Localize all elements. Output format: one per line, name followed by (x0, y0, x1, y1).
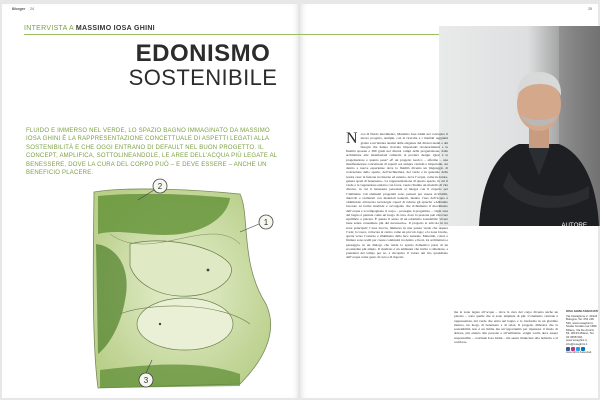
title-line-1: EDONISMO (135, 40, 271, 67)
magazine-brand: Blooger (12, 7, 26, 11)
kicker-prefix: INTERVISTA A (24, 25, 76, 32)
sketch-shower-area (137, 298, 233, 350)
article-column-2 (454, 310, 558, 344)
drop-cap: N (346, 130, 358, 147)
article-title (128, 42, 278, 90)
sketch-label-2: 2 (157, 182, 163, 191)
left-page (2, 4, 300, 398)
bathroom-concept-sketch (90, 174, 295, 396)
sketch-dot (207, 269, 210, 272)
caption-project-name-2: GARDEN (558, 252, 587, 259)
magazine-spread (2, 4, 598, 398)
portrait-illustration (439, 26, 600, 226)
caption-project-label: TITOLO DEL PROGETTO (513, 237, 587, 243)
studio-info-box (566, 310, 598, 355)
page-number-right: 25 (588, 7, 592, 11)
interview-kicker (24, 25, 155, 32)
caption-role: AUTORE (561, 222, 587, 229)
article-column-2-text: ma le zone legate all’acqua – dove la cura del corpo diventa anche un piacere – sono quelle che si sono ampliate di più. L’elemento centrale è rappresentato dal verde che entra nel bagno e lo trasforma in un giardino interno, un luogo di benessere e di relax. Il progetto dimostra che la sostenibilità non è un limite ma un’opportunità per ripensare il modo di abitare, più attento alle persone e all’ambiente. «Ogni scelta deve essere responsabile – conclude Iosa Ghini – ma senza rinunciare alla bellezza e al comfort». (454, 310, 558, 344)
studio-info-text: Via Castiglione 2, 40124 Bologna, Tel. 051 236 520, www.iosaghini.it, Studio fondato nel 1990. Milano, Via De Amicis 53, 20123 Milano, Tel. 02 3658 940, www.iosaghini.it, info@iosaghini.it (566, 313, 598, 346)
intro-paragraph: FLUIDO E IMMERSO NEL VERDE, LO SPAZIO BAGNO IMMAGINATO DA MASSIMO IOSA GHINI È LA RAPPRESENTAZIONE CONCETTUALE DI ASPETTI LEGATI ALLA SOSTENIBILITÀ E CHE OGGI ENTRANO DI DEFAULT NEL BUON PROGETTO. IL CONCEPT, AMPLIFICA, SOTTOLINEANDOLE, LE AREE DELL’ACQUA PIÙ LEGATE AL BENESSERE, DOVE LA CURA DEL CORPO PUÒ – E DEVE ESSERE – ANCHE UN BENEFICIO PLACERE. (26, 128, 278, 177)
studio-info-footer: Iosa Ghini Associati (566, 350, 592, 354)
sketch-label-3: 3 (143, 376, 149, 385)
caption-project-name-1: INNER EQUILIBRIUM (519, 244, 587, 252)
sketch-label-1: 1 (263, 218, 269, 227)
studio-info-title: IOSA GHINI ASSOCIATI (566, 309, 599, 313)
title-line-2: SOSTENIBILE (128, 65, 278, 90)
article-column-1 (346, 132, 448, 260)
page-number-left: 24 (30, 7, 34, 11)
caption-name: MASSIMO IOSA GHINI (513, 229, 587, 237)
sketch-dot (159, 323, 161, 325)
article-column-1-text: ove di fluido movimento, Massimo Iosa Ghini nel concepire il nuovo progetto, Antipiù, con le ricerche e i risultati raggiunti grazie a un’attenta analisi delle esigenze dei diversi utenti e dei bisogni che hanno ricevuto importanti riconoscimenti e le finalità sposate a 360 gradi nei diversi campi della progettazione, dalle architetture alle installazioni culturali, ai product design. Qual è la progettazione e quanto pesa? «È un progetto teorico – afferma – una manifestazione concettuale di aspetti ora sempre centrali e importanti, sia dentro a nuove esperienze dove la fluidità diventa un linguaggio di costruzione dello spazio, dell’architettura, del verde e in generale della nostra casa: la fusione tra interno ed esterno, dove l’acqua, come in natura, genera spazi di benessere». La rappresentazione di questo spazio, in cui il verde e la vegetazione entrano con forza, vuole ribadire un modello di vita diverso, in cui il benessere personale si integra con il rispetto per l’ambiente. Gli elementi progettati sono pensati per essere riciclabili, durevoli e realizzati con materiali naturali, mentre l’uso dell’acqua è ottimizzato attraverso tecnologie capaci di ridurre gli sprechi. «Abbiamo lavorato su forme morbide e avvolgenti, che richiamano il movimento dell’acqua e accompagnano il corpo – prosegue il progettista –. Ogni area del bagno è pensata come un luogo di cura, dove la persona può ritrovare equilibrio e piacere. È questo il senso di un edonismo sostenibile: vivere bene senza consumare più del necessario». Il progetto si articola in tre zone principali: l’area doccia, immersa in una parete verde che depura l’aria; la vasca, collocata al centro come un piccolo lago; e la zona lavabo, aperta verso l’esterno e illuminata dalla luce naturale. Materiali, colori e finiture sono scelti per creare continuità tra dentro e fuori, tra architettura e paesaggio, in un dialogo che rende lo spazio domestico parte di un ecosistema più ampio. Il risultato è un ambiente che invita a rallentare, a prendersi del tempo per sé, a riscoprire il valore del rito quotidiano dell’acqua come gesto di cura e di rispetto. (346, 132, 448, 260)
kicker-name: MASSIMO IOSA GHINI (75, 25, 155, 32)
photo-caption (439, 222, 587, 260)
designer-portrait-photo (439, 26, 600, 226)
kicker-rule (24, 34, 504, 35)
